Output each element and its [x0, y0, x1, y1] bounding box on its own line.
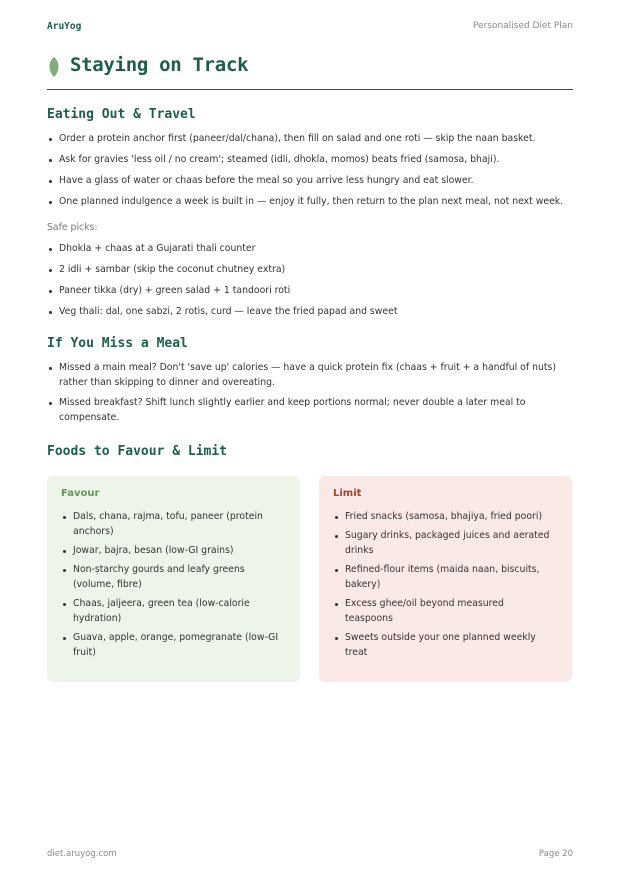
list-item: Missed a main meal? Don't 'save up' calories — have a quick protein fix (chaas + fruit + a handful of nuts) rather than skipping to dinner and overeating.: [47, 360, 557, 390]
list-item: One planned indulgence a week is built in — enjoy it fully, then return to the plan next meal, not next week.: [47, 194, 573, 209]
missed-meal-tips-list: [47, 360, 557, 425]
list-item: Excess ghee/oil beyond measured teaspoons: [333, 596, 553, 626]
list-item: Chaas, jaljeera, green tea (low-calorie hydration): [61, 596, 281, 626]
list-item: Dhokla + chaas at a Gujarati thali counter: [47, 241, 567, 256]
list-item: Paneer tikka (dry) + green salad + 1 tandoori roti: [47, 283, 567, 298]
list-item: Have a glass of water or chaas before the meal so you arrive less hungry and eat slower.: [47, 173, 573, 188]
title-row: [47, 53, 573, 83]
limit-list: [333, 509, 553, 664]
safe-picks-label: Safe picks:: [47, 222, 98, 233]
list-item: Fried snacks (samosa, bhajiya, fried poori): [333, 509, 553, 524]
list-item: Guava, apple, orange, pomegranate (low-GI fruit): [61, 630, 281, 660]
list-item: 2 idli + sambar (skip the coconut chutney extra): [47, 262, 567, 277]
list-item: Non-starchy gourds and leafy greens (volume, fibre): [61, 562, 281, 592]
favour-title: Favour: [61, 488, 100, 499]
list-item: Order a protein anchor first (paneer/dal/chana), then fill on salad and one roti — skip the naan basket.: [47, 131, 573, 146]
list-item: Veg thali: dal, one sabzi, 2 rotis, curd — leave the fried papad and sweet: [47, 304, 567, 319]
footer-page-number: Page 20: [538, 849, 573, 859]
list-item: Missed breakfast? Shift lunch slightly earlier and keep portions normal; never double a later meal to compensate.: [47, 395, 557, 425]
eating-out-tips-list: [47, 131, 573, 209]
list-item: Ask for gravies 'less oil / no cream'; steamed (idli, dhokla, momos) beats fried (samosa, bhaji).: [47, 152, 573, 167]
page-title: Staying on Track: [70, 54, 249, 76]
list-item: Jowar, bajra, besan (low-GI grains): [61, 543, 281, 558]
document-label: Personalised Diet Plan: [472, 21, 573, 31]
footer-site: diet.aruyog.com: [47, 849, 117, 859]
section-heading-foods: Foods to Favour & Limit: [47, 444, 228, 459]
leaf-icon: [47, 56, 61, 78]
favour-card: [47, 476, 300, 682]
list-item: Sweets outside your one planned weekly treat: [333, 630, 553, 660]
favour-list: [61, 509, 281, 664]
list-item: Refined-flour items (maida naan, biscuits, bakery): [333, 562, 553, 592]
brand-name: AruYog: [47, 21, 82, 32]
safe-picks-list: [47, 241, 567, 319]
page-header: [47, 21, 573, 35]
title-divider: [47, 89, 573, 90]
limit-title: Limit: [333, 488, 362, 499]
section-heading-eating-out: Eating Out & Travel: [47, 107, 196, 122]
limit-card: [319, 476, 572, 682]
section-heading-missed-meal: If You Miss a Meal: [47, 336, 188, 351]
list-item: Dals, chana, rajma, tofu, paneer (protein anchors): [61, 509, 281, 539]
list-item: Sugary drinks, packaged juices and aerated drinks: [333, 528, 553, 558]
